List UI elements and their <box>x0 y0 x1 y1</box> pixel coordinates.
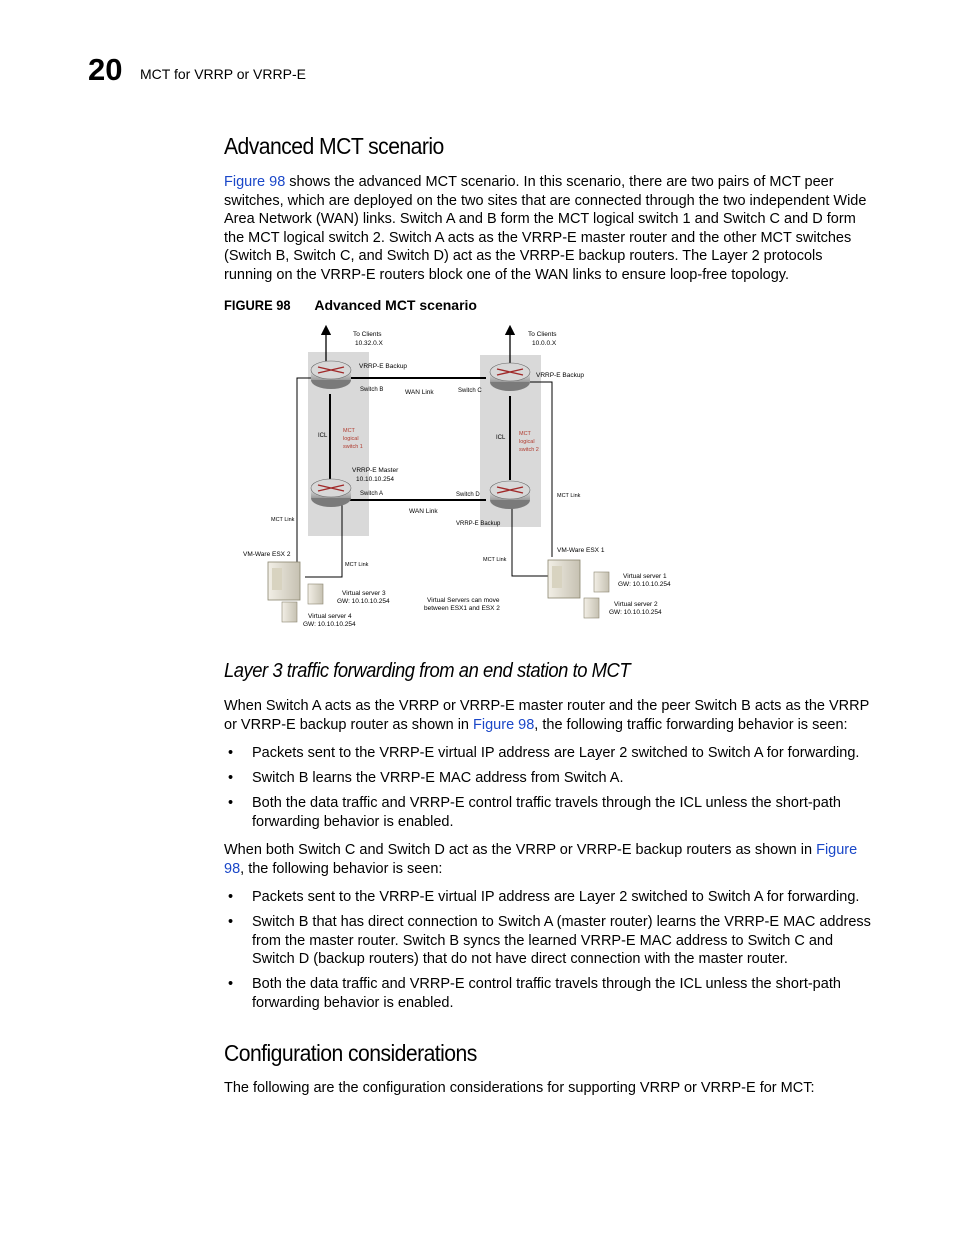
esx2-server-icon <box>268 562 300 600</box>
vs1-gw: GW: 10.10.10.254 <box>618 581 671 588</box>
vs4-gw: GW: 10.10.10.254 <box>303 621 356 628</box>
switch-c-role: VRRP-E Backup <box>536 372 585 379</box>
mct-link-left2-label: MCT Link <box>345 562 369 568</box>
vs2-name: Virtual server 2 <box>614 601 658 608</box>
switch-d-role: VRRP-E Backup <box>456 521 501 527</box>
vs3-gw: GW: 10.10.10.254 <box>337 598 390 605</box>
vs3-name: Virtual server 3 <box>342 590 386 597</box>
bullet-list-1 <box>224 744 872 838</box>
vs1-name: Virtual server 1 <box>623 573 667 580</box>
list-item: • Packets sent to the VRRP-E virtual IP address are Layer 2 switched to Switch A for forwarding. <box>228 745 860 761</box>
figure-caption <box>224 297 477 313</box>
switch-b-label: Switch B <box>360 387 384 393</box>
mct1-label-c: switch 1 <box>343 444 363 450</box>
switch-c-label: Switch C <box>458 388 482 394</box>
list-item: • Switch B that has direct connection to Switch A (master router) learns the VRRP-E MAC address from the master router. Switch B syncs the learned VRRP-E MAC address to Switch C and Switch D (backup routers) that do not have direct connection with the master router. <box>228 913 871 968</box>
figure-title: Advanced MCT scenario <box>314 297 477 313</box>
switch-d-label: Switch D <box>456 492 480 498</box>
to-clients-left: To Clients <box>353 331 382 338</box>
wan-link-bottom-label: WAN Link <box>409 508 438 515</box>
layer3-paragraph-2: When both Switch C and Switch D act as the VRRP or VRRP-E backup routers as shown in Figure 98, the following behavior is seen: <box>224 842 858 877</box>
section-title-advanced-mct: Advanced MCT scenario <box>224 133 444 159</box>
bullet-list-2 <box>224 888 872 1019</box>
esx1-label: VM-Ware ESX 1 <box>557 547 605 554</box>
mct-link-right-label: MCT Link <box>557 493 581 499</box>
figure-link[interactable]: Figure 98 <box>224 174 286 190</box>
icl-right-label: ICL <box>496 435 506 441</box>
figure-label: FIGURE 98 <box>224 297 291 313</box>
vs4-name: Virtual server 4 <box>308 613 352 620</box>
esx1-server-icon <box>548 560 580 598</box>
switch-b-icon <box>311 361 351 389</box>
list-item: • Packets sent to the VRRP-E virtual IP address are Layer 2 switched to Switch A for forwarding. <box>228 889 860 905</box>
layer3-paragraph-1: When Switch A acts as the VRRP or VRRP-E master router and the peer Switch B acts as the VRRP or VRRP-E backup router as shown in Figure 98, the following traffic forwarding behavior is seen: <box>224 698 869 733</box>
icl-left-label: ICL <box>318 433 328 439</box>
move-note-line1: Virtual Servers can move <box>427 597 500 604</box>
vs2-gw: GW: 10.10.10.254 <box>609 609 662 616</box>
switch-b-role: VRRP-E Backup <box>359 363 408 370</box>
chapter-number: 20 <box>88 52 123 87</box>
mct2-label-b: logical <box>519 439 535 445</box>
list-item: • Both the data traffic and VRRP-E control traffic travels through the ICL unless the short-path forwarding behavior is enabled. <box>228 794 841 830</box>
switch-a-icon <box>311 479 351 507</box>
esx2-label: VM-Ware ESX 2 <box>243 551 291 558</box>
figure-link[interactable]: Figure 98 <box>224 842 858 877</box>
switch-a-role: VRRP-E Master <box>352 467 399 474</box>
vm2-icon <box>584 598 599 618</box>
network-diagram <box>230 322 690 642</box>
intro-text: shows the advanced MCT scenario. In this scenario, there are two pairs of MCT peer switches, which are deployed on the two sites that are connected through the two independent Wide Area Network (WAN) links. Switch A and B form the MCT logical switch 1 and Switch C and D form the MCT logical switch 2. Switch A acts as the VRRP-E master router and the other MCT switches (Switch B, Switch C, and Switch D) act as the VRRP-E backup routers. The Layer 2 protocols running on the VRRP-E routers block one of the WAN links to ensure loop-free topology. <box>224 174 867 283</box>
list-item: • Switch B learns the VRRP-E MAC address from Switch A. <box>228 769 624 786</box>
net-right: 10.0.0.X <box>532 340 557 347</box>
to-clients-right: To Clients <box>528 331 557 338</box>
mct-link-left-label: MCT Link <box>271 517 295 523</box>
intro-paragraph <box>224 173 872 285</box>
mct1-label-b: logical <box>343 436 359 442</box>
vm1-icon <box>594 572 609 592</box>
move-note-line2: between ESX1 and ESX 2 <box>424 605 500 612</box>
mct2-label-a: MCT <box>519 431 531 437</box>
vm4-icon <box>282 602 297 622</box>
section-title-layer3: Layer 3 traffic forwarding from an end station to MCT <box>224 660 631 682</box>
switch-a-label: Switch A <box>360 491 384 497</box>
mct2-label-c: switch 2 <box>519 447 539 453</box>
section-title-config: Configuration considerations <box>224 1040 477 1066</box>
vm3-icon <box>308 584 323 604</box>
switch-a-ip: 10.10.10.254 <box>356 476 394 483</box>
switch-d-icon <box>490 481 530 509</box>
figure-link[interactable]: Figure 98 <box>473 716 535 733</box>
config-paragraph: The following are the configuration considerations for supporting VRRP or VRRP-E for MCT: <box>224 1080 815 1096</box>
mct1-label-a: MCT <box>343 428 355 434</box>
chapter-title: MCT for VRRP or VRRP-E <box>140 66 306 82</box>
wan-link-top-label: WAN Link <box>405 389 434 396</box>
net-left: 10.32.0.X <box>355 340 383 347</box>
list-item: • Both the data traffic and VRRP-E control traffic travels through the ICL unless the short-path forwarding behavior is enabled. <box>228 976 841 1011</box>
mct-link-right2-label: MCT Link <box>483 557 507 563</box>
switch-c-icon <box>490 363 530 391</box>
